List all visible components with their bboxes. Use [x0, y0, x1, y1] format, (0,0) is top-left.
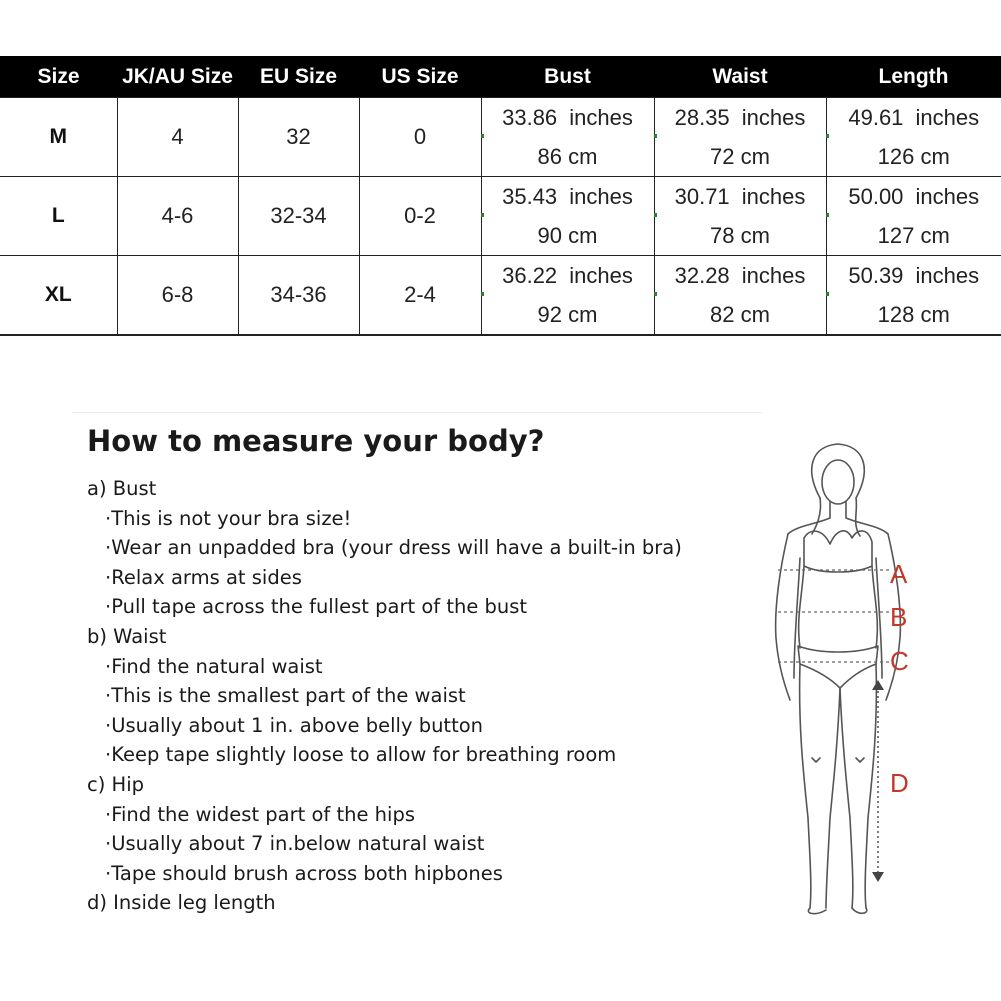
waist-cm: 78 cm — [710, 223, 770, 248]
table-row — [0, 98, 1001, 177]
guide-step: ·This is the smallest part of the waist — [105, 684, 466, 708]
cell-length — [826, 177, 1001, 256]
arrow-up-icon — [872, 680, 884, 690]
table-row — [0, 256, 1001, 336]
guide-title: How to measure your body? — [87, 424, 545, 458]
foot-right — [852, 908, 867, 913]
header-jkau-size: JK/AU Size — [117, 56, 238, 98]
hair-outline-left — [812, 498, 821, 534]
cell-waist — [654, 177, 826, 256]
shoulder-right — [846, 502, 888, 534]
waist-cm: 82 cm — [710, 302, 770, 327]
guide-step: ·Find the widest part of the hips — [105, 802, 415, 826]
length-cm: 127 cm — [877, 223, 950, 248]
bust-cm: 92 cm — [537, 302, 598, 327]
header-us-size: US Size — [359, 56, 481, 98]
header-length: Length — [826, 56, 1001, 98]
arrow-down-icon — [872, 872, 884, 882]
cell-jkau: 4 — [117, 98, 238, 177]
length-inches: 49.61 inches — [848, 105, 980, 130]
guide-step: ·Usually about 1 in. above belly button — [105, 713, 484, 737]
shoulder-left — [788, 502, 830, 534]
guide-step: ·This is not your bra size! — [105, 506, 352, 530]
foot-left — [808, 908, 826, 914]
cell-size: M — [0, 98, 117, 177]
cell-length — [826, 256, 1001, 336]
cell-us: 0 — [359, 98, 481, 177]
measure-guide-list — [87, 474, 747, 918]
guide-step: ·Tape should brush across both hipbones — [105, 861, 503, 885]
guide-step: ·Find the natural waist — [105, 654, 323, 678]
section-divider — [72, 412, 762, 413]
table-header-row — [0, 56, 1001, 98]
cell-eu: 34-36 — [238, 256, 359, 336]
bra-outline — [804, 531, 872, 572]
cell-eu: 32-34 — [238, 177, 359, 256]
size-chart-table — [0, 56, 1001, 336]
guide-heading-waist: b) Waist — [87, 624, 167, 648]
waist-cm: 72 cm — [710, 144, 770, 169]
label-b: B — [890, 602, 908, 632]
cell-waist — [654, 98, 826, 177]
cell-us: 0-2 — [359, 177, 481, 256]
cell-jkau: 6-8 — [117, 256, 238, 336]
label-a: A — [890, 559, 908, 589]
cell-us: 2-4 — [359, 256, 481, 336]
waist-inches: 30.71 inches — [674, 184, 806, 209]
length-inches: 50.39 inches — [848, 263, 980, 288]
header-bust: Bust — [481, 56, 654, 98]
header-size: Size — [0, 56, 117, 98]
briefs-outline — [798, 646, 878, 688]
cell-eu: 32 — [238, 98, 359, 177]
table-row — [0, 177, 1001, 256]
label-d: D — [890, 768, 909, 798]
guide-step: ·Pull tape across the fullest part of the bust — [105, 595, 528, 619]
header-eu-size: EU Size — [238, 56, 359, 98]
head-outline — [822, 460, 854, 504]
body-measurement-figure — [760, 438, 1000, 928]
guide-step: ·Usually about 7 in.below natural waist — [105, 832, 485, 856]
bust-cm: 90 cm — [537, 223, 598, 248]
guide-step: ·Relax arms at sides — [105, 565, 302, 589]
leg-left-inner — [826, 688, 840, 908]
guide-step: ·Wear an unpadded bra (your dress will have a built-in bra) — [105, 536, 682, 560]
waist-inches: 28.35 inches — [674, 105, 806, 130]
label-c: C — [890, 646, 909, 676]
length-cm: 126 cm — [877, 144, 950, 169]
guide-step: ·Keep tape slightly loose to allow for breathing room — [105, 743, 617, 767]
cell-bust — [481, 177, 654, 256]
cell-size: L — [0, 177, 117, 256]
guide-heading-inside-leg: d) Inside leg length — [87, 891, 276, 915]
guide-heading-hip: c) Hip — [87, 772, 144, 796]
knee-marks — [812, 758, 864, 762]
cell-length — [826, 98, 1001, 177]
cell-waist — [654, 256, 826, 336]
cell-size: XL — [0, 256, 117, 336]
length-cm: 128 cm — [877, 302, 950, 327]
bust-inches: 35.43 inches — [502, 184, 633, 209]
arm-left — [776, 534, 790, 700]
leg-right-outer — [865, 664, 876, 908]
bust-inches: 36.22 inches — [502, 263, 633, 288]
leg-right-inner — [840, 688, 853, 908]
cell-jkau: 4-6 — [117, 177, 238, 256]
header-waist: Waist — [654, 56, 826, 98]
cell-bust — [481, 98, 654, 177]
bust-inches: 33.86 inches — [502, 105, 633, 130]
length-inches: 50.00 inches — [848, 184, 980, 209]
cell-bust — [481, 256, 654, 336]
guide-heading-bust: a) Bust — [87, 477, 157, 500]
waist-inches: 32.28 inches — [674, 263, 806, 288]
bust-cm: 86 cm — [537, 144, 598, 169]
leg-left-outer — [800, 664, 811, 908]
